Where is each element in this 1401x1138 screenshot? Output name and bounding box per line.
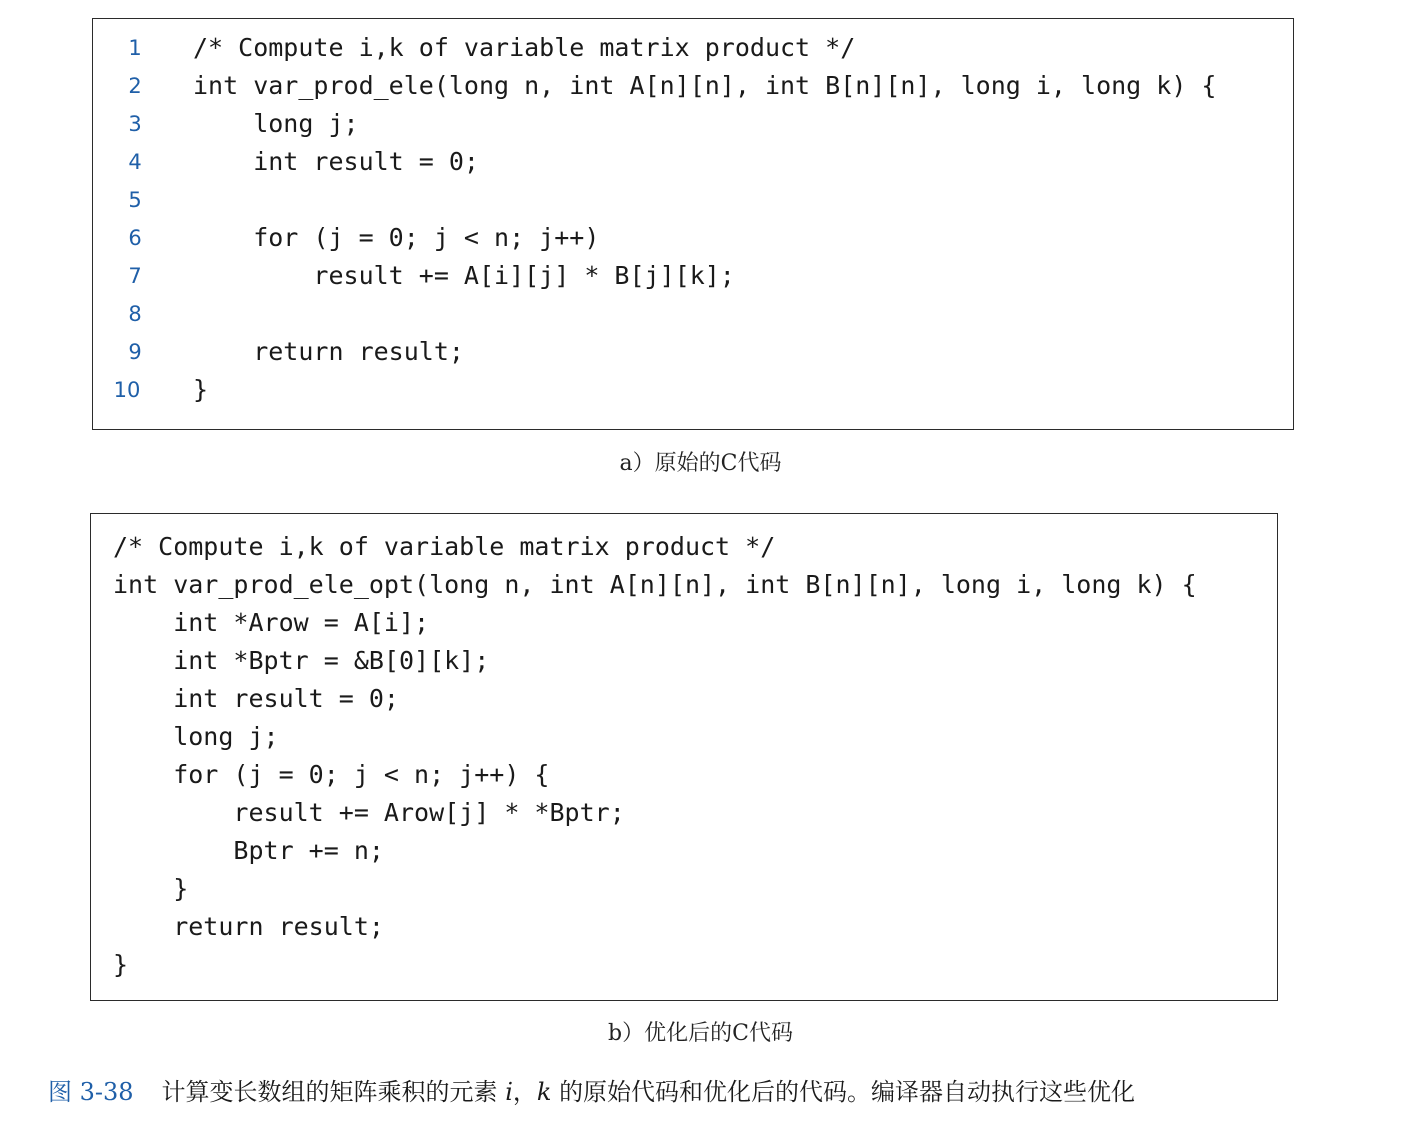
code-line: }	[113, 874, 189, 903]
code-line: /* Compute i,k of variable matrix product */	[193, 33, 856, 62]
figure-caption-text: 计算变长数组的矩阵乘积的元素	[161, 1078, 498, 1106]
code-line: result += Arow[j] * *Bptr;	[113, 798, 625, 827]
line-number: 2	[128, 74, 142, 98]
original-code-box	[92, 18, 1294, 430]
code-line: for (j = 0; j < n; j++)	[193, 223, 600, 252]
caption-separator: ，	[512, 1078, 537, 1106]
code-line: return result;	[193, 337, 464, 366]
code-line: int var_prod_ele_opt(long n, int A[n][n], int B[n][n], long i, long k) {	[113, 570, 1197, 599]
line-number: 1	[128, 36, 142, 60]
code-line: for (j = 0; j < n; j++) {	[113, 760, 550, 789]
figure-number: 图 3-38	[48, 1078, 134, 1106]
code-line: int result = 0;	[113, 684, 399, 713]
code-line: result += A[i][j] * B[j][k];	[193, 261, 735, 290]
code-line: int *Arow = A[i];	[113, 608, 430, 637]
line-number: 6	[128, 226, 142, 250]
line-number: 4	[128, 150, 142, 174]
figure-caption	[48, 1072, 1388, 1107]
line-number: 5	[128, 188, 142, 212]
caption-original-code: a）原始的C代码	[619, 451, 782, 476]
line-number: 7	[128, 264, 142, 288]
optimized-code-box	[90, 513, 1278, 1001]
code-line: int var_prod_ele(long n, int A[n][n], int B[n][n], long i, long k) {	[193, 71, 1217, 100]
line-number: 8	[128, 302, 142, 326]
code-line: return result;	[113, 912, 384, 941]
caption-optimized-code: b）优化后的C代码	[608, 1021, 793, 1046]
variable-i: i	[505, 1078, 513, 1106]
code-line: long j;	[113, 722, 279, 751]
figure-caption-text-2: 的原始代码和优化后的代码。编译器自动执行这些优化	[559, 1078, 1136, 1106]
code-line: }	[113, 950, 129, 979]
line-number: 3	[128, 112, 142, 136]
code-line: }	[193, 375, 209, 404]
line-number: 9	[128, 340, 142, 364]
line-number: 10	[113, 378, 141, 402]
code-line: long j;	[193, 109, 359, 138]
code-line: Bptr += n;	[113, 836, 384, 865]
variable-k: k	[536, 1078, 552, 1106]
code-line: int result = 0;	[193, 147, 479, 176]
code-line: int *Bptr = &B[0][k];	[113, 646, 490, 675]
code-line: /* Compute i,k of variable matrix product */	[113, 532, 776, 561]
